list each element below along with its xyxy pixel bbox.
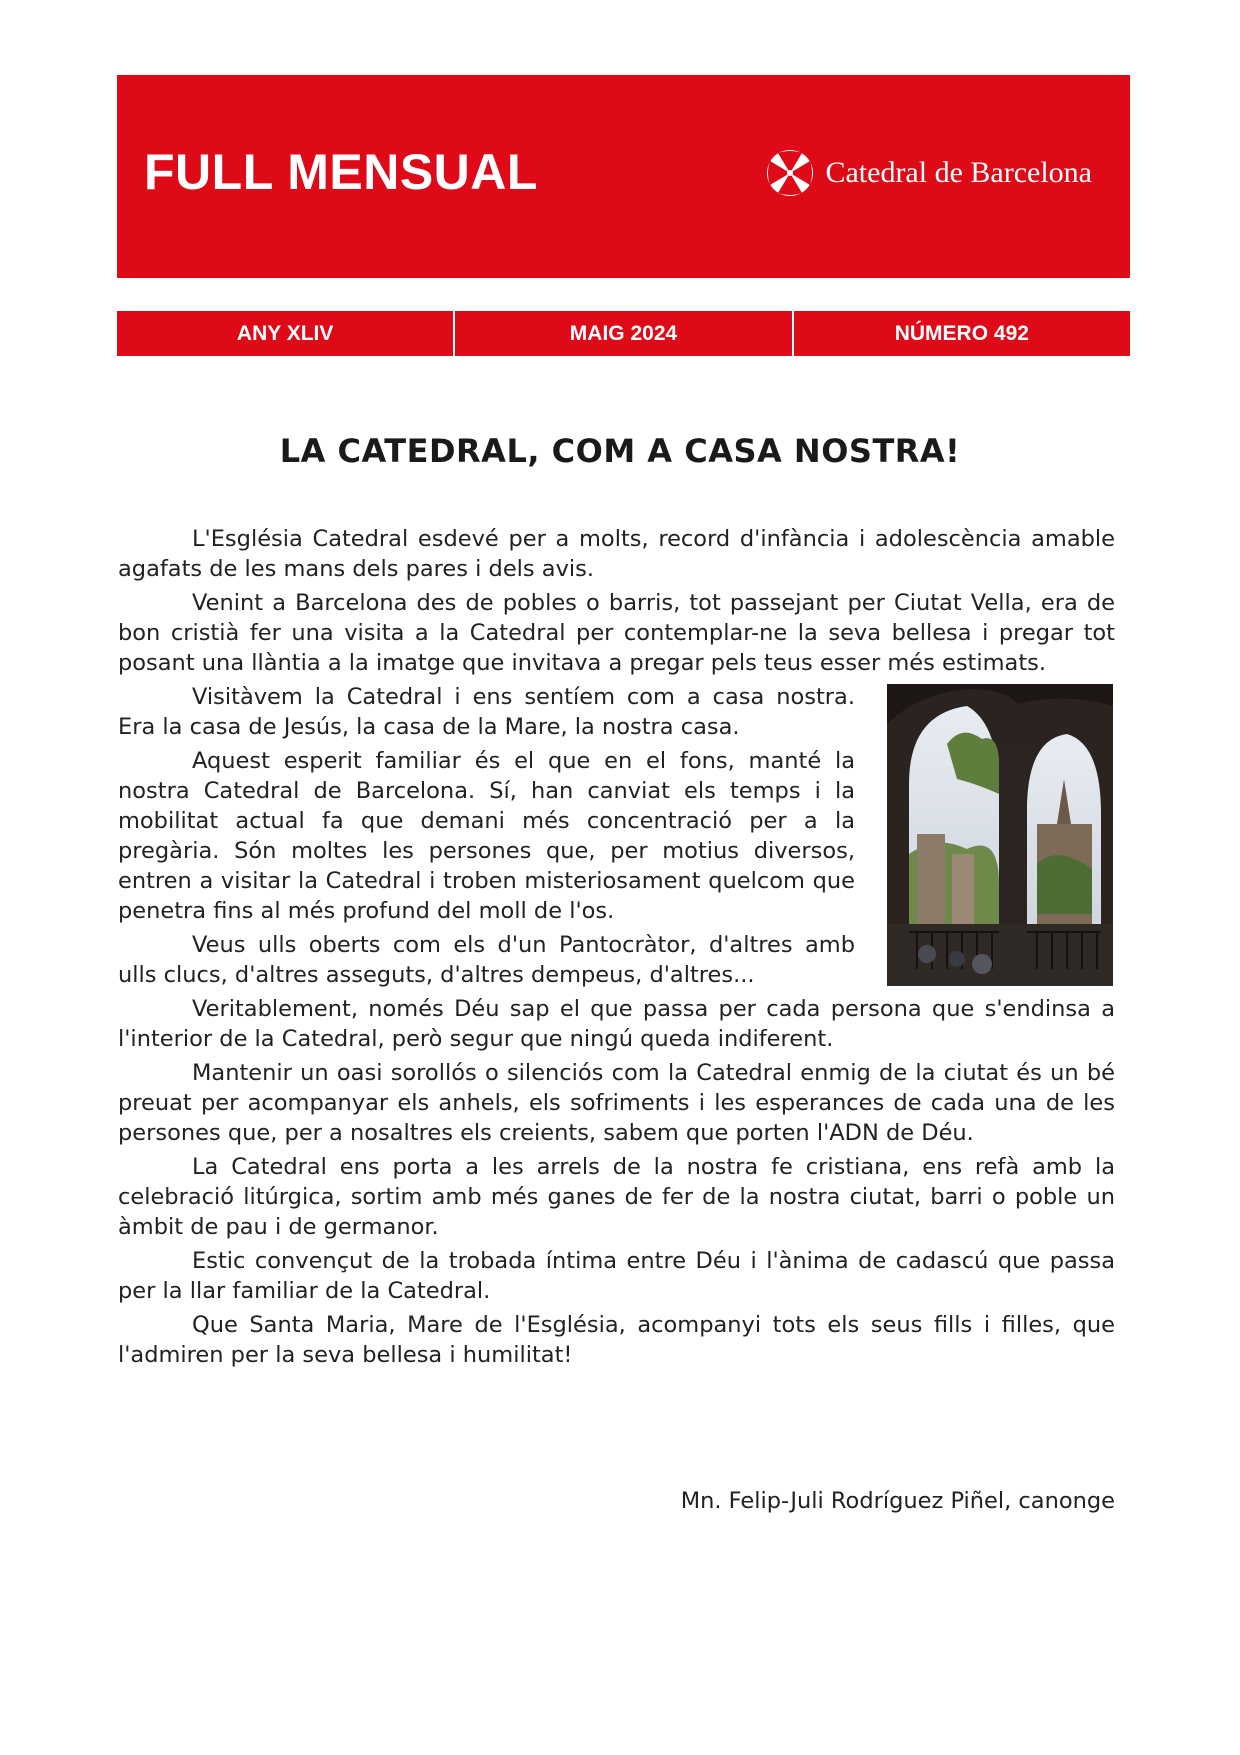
article-paragraph: L'Església Catedral esdevé per a molts, record d'infància i adolescència amable agafats de les mans dels pares i dels avis. xyxy=(118,526,1115,582)
issue-info-bar xyxy=(117,311,1130,356)
article-paragraph: Venint a Barcelona des de pobles o barris, tot passejant per Ciutat Vella, era de bon cristià fer una visita a la Catedral per contemplar-ne la seva bellesa i pregar tot posant una llàntia a la imatge que invitava a pregar pels teus esser més estimats. xyxy=(118,590,1115,676)
newsletter-title: FULL MENSUAL xyxy=(144,144,538,200)
article-paragraph: Aquest esperit familiar és el que en el fons, manté la nostra Catedral de Barcelona. Sí, han canviat els temps i la mobilitat actual fa que demani més concentració per a la pregària. Són moltes les persones que, per motius diversos, entren a visitar la Catedral i troben misteriosament quelcom que penetra fins al més profund del moll de l'os. xyxy=(118,748,855,924)
article-paragraph: Visitàvem la Catedral i ens sentíem com a casa nostra. Era la casa de Jesús, la casa de la Mare, la nostra casa. xyxy=(118,684,855,740)
article-paragraph: Estic convençut de la trobada íntima entre Déu i l'ànima de cadascú que passa per la llar familiar de la Catedral. xyxy=(118,1248,1115,1304)
article-paragraph: Que Santa Maria, Mare de l'Església, acompanyi tots els seus fills i filles, que l'admiren per la seva bellesa i humilitat! xyxy=(118,1312,1115,1368)
article-title: LA CATEDRAL, COM A CASA NOSTRA! xyxy=(279,432,961,470)
author-signature: Mn. Felip-Juli Rodríguez Piñel, canonge xyxy=(680,1488,1115,1514)
article-paragraph: Veus ulls oberts com els d'un Pantocràtor, d'altres amb ulls clucs, d'altres asseguts, d'altres dempeus, d'altres... xyxy=(118,932,855,988)
cloister-photo xyxy=(887,684,1113,986)
issue-month: MAIG 2024 xyxy=(453,311,791,356)
article-paragraph: Veritablement, només Déu sap el que passa per cada persona que s'endinsa a l'interior de la Catedral, però segur que ningú queda indiferent. xyxy=(118,996,1115,1052)
article-paragraph: Mantenir un oasi sorollós o silenciós com la Catedral enmig de la ciutat és un bé preuat per acompanyar els anhels, els sofriments i les esperances de cada una de les persones que, per a nosaltres els creients, sabem que porten l'ADN de Déu. xyxy=(118,1060,1115,1146)
issue-year: ANY XLIV xyxy=(236,321,334,345)
cathedral-logo xyxy=(765,148,1092,198)
cross-icon xyxy=(765,148,815,198)
article-body xyxy=(118,524,1115,1374)
header-banner xyxy=(117,75,1130,278)
issue-number: NÚMERO 492 xyxy=(792,311,1130,356)
article-paragraph: La Catedral ens porta a les arrels de la nostra fe cristiana, ens refà amb la celebració litúrgica, sortim amb més ganes de fer de la nostra ciutat, barri o poble un àmbit de pau i de germanor. xyxy=(118,1154,1115,1240)
logo-text: Catedral de Barcelona xyxy=(825,156,1092,189)
